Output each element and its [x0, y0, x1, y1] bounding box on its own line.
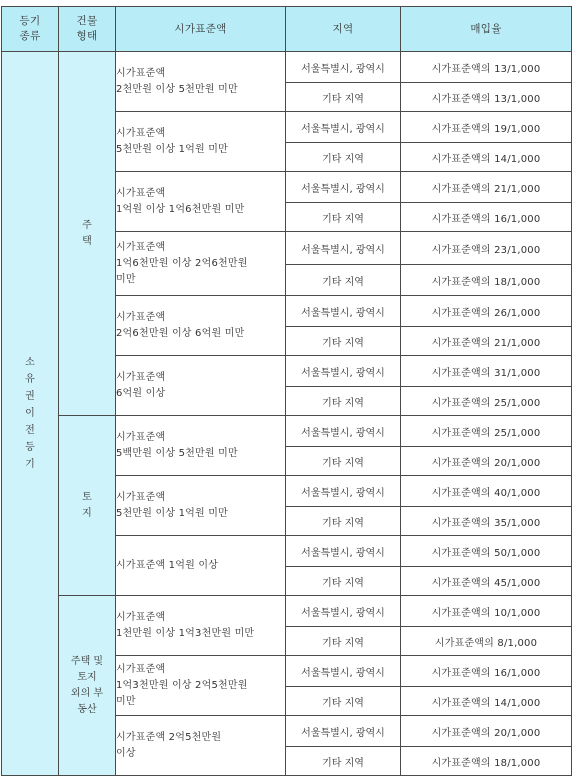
- purchase-rate-other: 시가표준액의 14/1,000: [401, 687, 572, 716]
- region-other: 기타 지역: [286, 327, 401, 356]
- header-region: 지역: [286, 7, 401, 52]
- region-metro: 서울특별시, 광역시: [286, 656, 401, 687]
- purchase-rate-metro: 시가표준액의 26/1,000: [401, 296, 572, 327]
- purchase-rate-other: 시가표준액의 18/1,000: [401, 747, 572, 776]
- region-other: 기타 지역: [286, 687, 401, 716]
- header-building-type-text: 건물 형태: [76, 15, 98, 42]
- purchase-rate-other: 시가표준액의 20/1,000: [401, 447, 572, 476]
- header-registration-type: [2, 7, 59, 52]
- region-metro: 서울특별시, 광역시: [286, 716, 401, 747]
- purchase-rate-table: [1, 6, 572, 776]
- purchase-rate-other: 시가표준액의 16/1,000: [401, 203, 572, 232]
- table-row: [2, 52, 572, 83]
- purchase-rate-metro: 시가표준액의 19/1,000: [401, 112, 572, 143]
- region-metro: 서울특별시, 광역시: [286, 172, 401, 203]
- standard-price-range: 시가표준액 5백만원 이상 5천만원 미만: [116, 416, 286, 476]
- standard-price-range: 시가표준액 1억6천만원 이상 2억6천만원 미만: [116, 232, 286, 296]
- purchase-rate-other: 시가표준액의 18/1,000: [401, 265, 572, 296]
- region-metro: 서울특별시, 광역시: [286, 112, 401, 143]
- region-other: 기타 지역: [286, 203, 401, 232]
- purchase-rate-other: 시가표준액의 21/1,000: [401, 327, 572, 356]
- purchase-rate-metro: 시가표준액의 31/1,000: [401, 356, 572, 387]
- region-other: 기타 지역: [286, 627, 401, 656]
- standard-price-range: 시가표준액 1억원 이상: [116, 536, 286, 596]
- region-other: 기타 지역: [286, 567, 401, 596]
- purchase-rate-metro: 시가표준액의 25/1,000: [401, 416, 572, 447]
- region-other: 기타 지역: [286, 507, 401, 536]
- header-standard-price: 시가표준액: [116, 7, 286, 52]
- purchase-rate-other: 시가표준액의 25/1,000: [401, 387, 572, 416]
- purchase-rate-metro: 시가표준액의 10/1,000: [401, 596, 572, 627]
- header-row: [2, 7, 572, 52]
- purchase-rate-other: 시가표준액의 14/1,000: [401, 143, 572, 172]
- registration-type-cell: [2, 52, 59, 776]
- region-metro: 서울특별시, 광역시: [286, 232, 401, 265]
- table-row: [2, 596, 572, 627]
- table-row: [2, 416, 572, 447]
- header-registration-type-text: 등기 종류: [19, 15, 41, 42]
- purchase-rate-metro: 시가표준액의 50/1,000: [401, 536, 572, 567]
- standard-price-range: 시가표준액 1억원 이상 1억6천만원 미만: [116, 172, 286, 232]
- region-metro: 서울특별시, 광역시: [286, 296, 401, 327]
- purchase-rate-other: 시가표준액의 35/1,000: [401, 507, 572, 536]
- region-other: 기타 지역: [286, 387, 401, 416]
- region-other: 기타 지역: [286, 265, 401, 296]
- building-type-cell: [59, 416, 116, 596]
- standard-price-range: 시가표준액 5천만원 이상 1억원 미만: [116, 112, 286, 172]
- building-type-label: 주택: [82, 219, 92, 247]
- purchase-rate-metro: 시가표준액의 16/1,000: [401, 656, 572, 687]
- region-metro: 서울특별시, 광역시: [286, 536, 401, 567]
- building-type-cell: [59, 596, 116, 776]
- standard-price-range: 시가표준액 2억6천만원 이상 6억원 미만: [116, 296, 286, 356]
- purchase-rate-other: 시가표준액의 45/1,000: [401, 567, 572, 596]
- purchase-rate-metro: 시가표준액의 23/1,000: [401, 232, 572, 265]
- region-other: 기타 지역: [286, 83, 401, 112]
- region-other: 기타 지역: [286, 143, 401, 172]
- standard-price-range: 시가표준액 1천만원 이상 1억3천만원 미만: [116, 596, 286, 656]
- purchase-rate-metro: 시가표준액의 20/1,000: [401, 716, 572, 747]
- building-type-label: 주택 및 토지 외의 부 동산: [70, 655, 104, 715]
- purchase-rate-other: 시가표준액의 8/1,000: [401, 627, 572, 656]
- region-other: 기타 지역: [286, 747, 401, 776]
- standard-price-range: 시가표준액 2억5천만원 이상: [116, 716, 286, 776]
- standard-price-range: 시가표준액 2천만원 이상 5천만원 미만: [116, 52, 286, 112]
- building-type-label: 토지: [82, 491, 92, 519]
- building-type-cell: [59, 52, 116, 416]
- region-other: 기타 지역: [286, 447, 401, 476]
- purchase-rate-metro: 시가표준액의 13/1,000: [401, 52, 572, 83]
- purchase-rate-other: 시가표준액의 13/1,000: [401, 83, 572, 112]
- header-building-type: [59, 7, 116, 52]
- purchase-rate-metro: 시가표준액의 40/1,000: [401, 476, 572, 507]
- region-metro: 서울특별시, 광역시: [286, 416, 401, 447]
- region-metro: 서울특별시, 광역시: [286, 52, 401, 83]
- region-metro: 서울특별시, 광역시: [286, 476, 401, 507]
- purchase-rate-metro: 시가표준액의 21/1,000: [401, 172, 572, 203]
- header-purchase-rate: 매입율: [401, 7, 572, 52]
- region-metro: 서울특별시, 광역시: [286, 596, 401, 627]
- region-metro: 서울특별시, 광역시: [286, 356, 401, 387]
- table-body: [2, 52, 572, 776]
- registration-type-label: 소유권이전등기: [25, 357, 35, 470]
- standard-price-range: 시가표준액 1억3천만원 이상 2억5천만원 미만: [116, 656, 286, 716]
- standard-price-range: 시가표준액 6억원 이상: [116, 356, 286, 416]
- standard-price-range: 시가표준액 5천만원 이상 1억원 미만: [116, 476, 286, 536]
